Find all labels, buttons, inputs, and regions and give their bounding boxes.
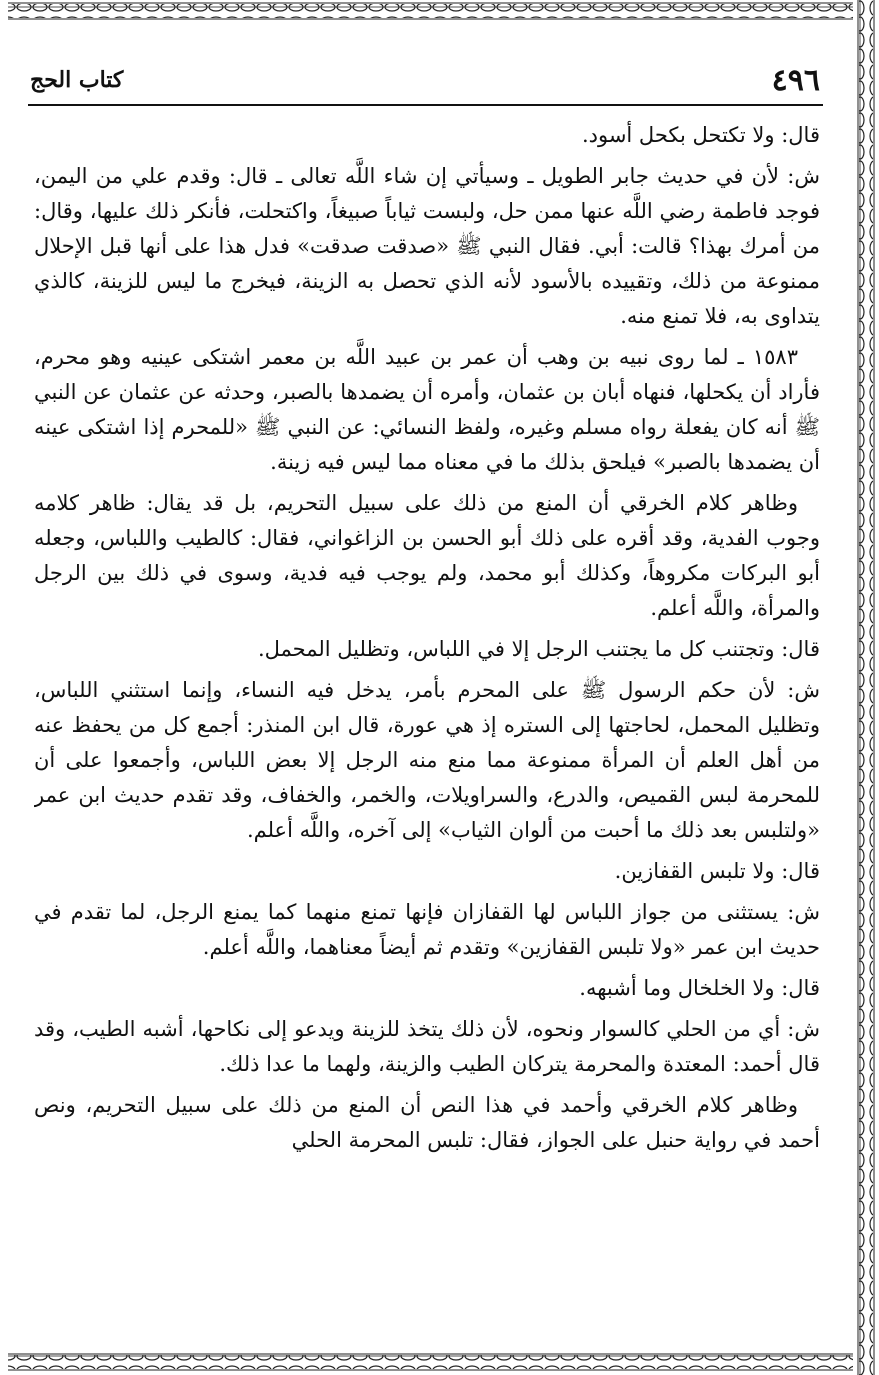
paragraph: وظاهر كلام الخرقي أن المنع من ذلك على سبيل التحريم، بل قد يقال: ظاهر كلامه وجوب الفدية، وقد أقره على ذلك أبو الحسن بن الزاغواني، فقال: كالطيب واللباس، وجعله أبو البركات مكروهاً، وكذلك أبو محمد، ولم يوجب فيه فدية، وسوى في ذلك بين الرجل والمرأة، واللَّه أعلم. — [34, 491, 820, 620]
running-title: كتاب الحج — [30, 67, 124, 93]
paragraph: قال: ولا تلبس القفازين. — [614, 859, 820, 883]
ornamental-border-top — [0, 0, 879, 26]
page-header — [30, 60, 820, 100]
ornamental-border-right — [853, 0, 879, 1375]
paragraph: ش: لأن حكم الرسول ﷺ على المحرم بأمر، يدخل فيه النساء، وإنما استثني اللباس، وتظليل المحمل، لحاجتها إلى الستره إذ هي عورة، قال ابن المنذر: أجمع كل من يحفظ عنه من أهل العلم أن المرأة ممنوعة مما منع منه الرجل إلا بعض اللباس، وأجمعوا على أن للمحرمة لبس القميص، والدرع، والسراويلات، والخمر، والخفاف، وقد تقدم حديث ابن عمر «ولتلبس بعد ذلك ما أحبت من ألوان الثياب» إلى آخره، واللَّه أعلم. — [34, 678, 820, 842]
page-number: ٤٩٦ — [771, 62, 820, 98]
paragraph: قال: ولا الخلخال وما أشبهه. — [579, 976, 820, 1000]
paragraph: وظاهر كلام الخرقي وأحمد في هذا النص أن المنع من ذلك على سبيل التحريم، ونص أحمد في رواية حنبل على الجواز، فقال: تلبس المحرمة الحلي — [34, 1093, 820, 1152]
ornamental-border-bottom — [0, 1349, 879, 1375]
paragraph: ش: يستثنى من جواز اللباس لها القفازان فإنها تمنع منهما كما يمنع الرجل، لما تقدم في حديث ابن عمر «ولا تلبس القفازين» وتقدم ثم أيضاً معناهما، واللَّه أعلم. — [34, 900, 820, 959]
paragraph: ش: أي من الحلي كالسوار ونحوه، لأن ذلك يتخذ للزينة ويدعو إلى نكاحها، أشبه الطيب، وقد قال أحمد: المعتدة والمحرمة يتركان الطيب والزينة، ولهما ما عدا ذلك. — [34, 1017, 820, 1076]
paragraph: قال: وتجتنب كل ما يجتنب الرجل إلا في اللباس، وتظليل المحمل. — [257, 637, 820, 661]
page-edge-left — [0, 0, 8, 1375]
page-body — [34, 118, 820, 1343]
paragraph: قال: ولا تكتحل بكحل أسود. — [581, 123, 820, 147]
header-rule — [28, 104, 823, 106]
paragraph: ١٥٨٣ ـ لما روى نبيه بن وهب أن عمر بن عبيد اللَّه بن معمر اشتكى عينيه وهو محرم، فأراد أن يكحلها، فنهاه أبان بن عثمان، وأمره أن يضمدها بالصبر، وحدثه عن عثمان عن النبي ﷺ أنه كان يفعلة رواه مسلم وغيره، ولفظ النسائي: عن النبي ﷺ «للمحرم إذا اشتكى عينه أن يضمدها بالصبر» فيلحق بذلك ما في معناه مما ليس فيه زينة. — [34, 345, 820, 474]
paragraph: ش: لأن في حديث جابر الطويل ـ وسيأتي إن شاء اللَّه تعالى ـ قال: وقدم علي من اليمن، فوجد فاطمة رضي اللَّه عنها ممن حل، ولبست ثياباً صبيغاً، واكتحلت، فأنكر ذلك عليها، وقال: من أمرك بهذا؟ قالت: أبي. فقال النبي ﷺ «صدقت صدقت» فدل هذا على أنها قبل الإحلال ممنوعة من ذلك، وتقييده بالأسود لأنه الذي تحصل به الزينة، فيخرج ما ليس للزينة، كالذي يتداوى به، فلا تمنع منه. — [34, 164, 820, 328]
